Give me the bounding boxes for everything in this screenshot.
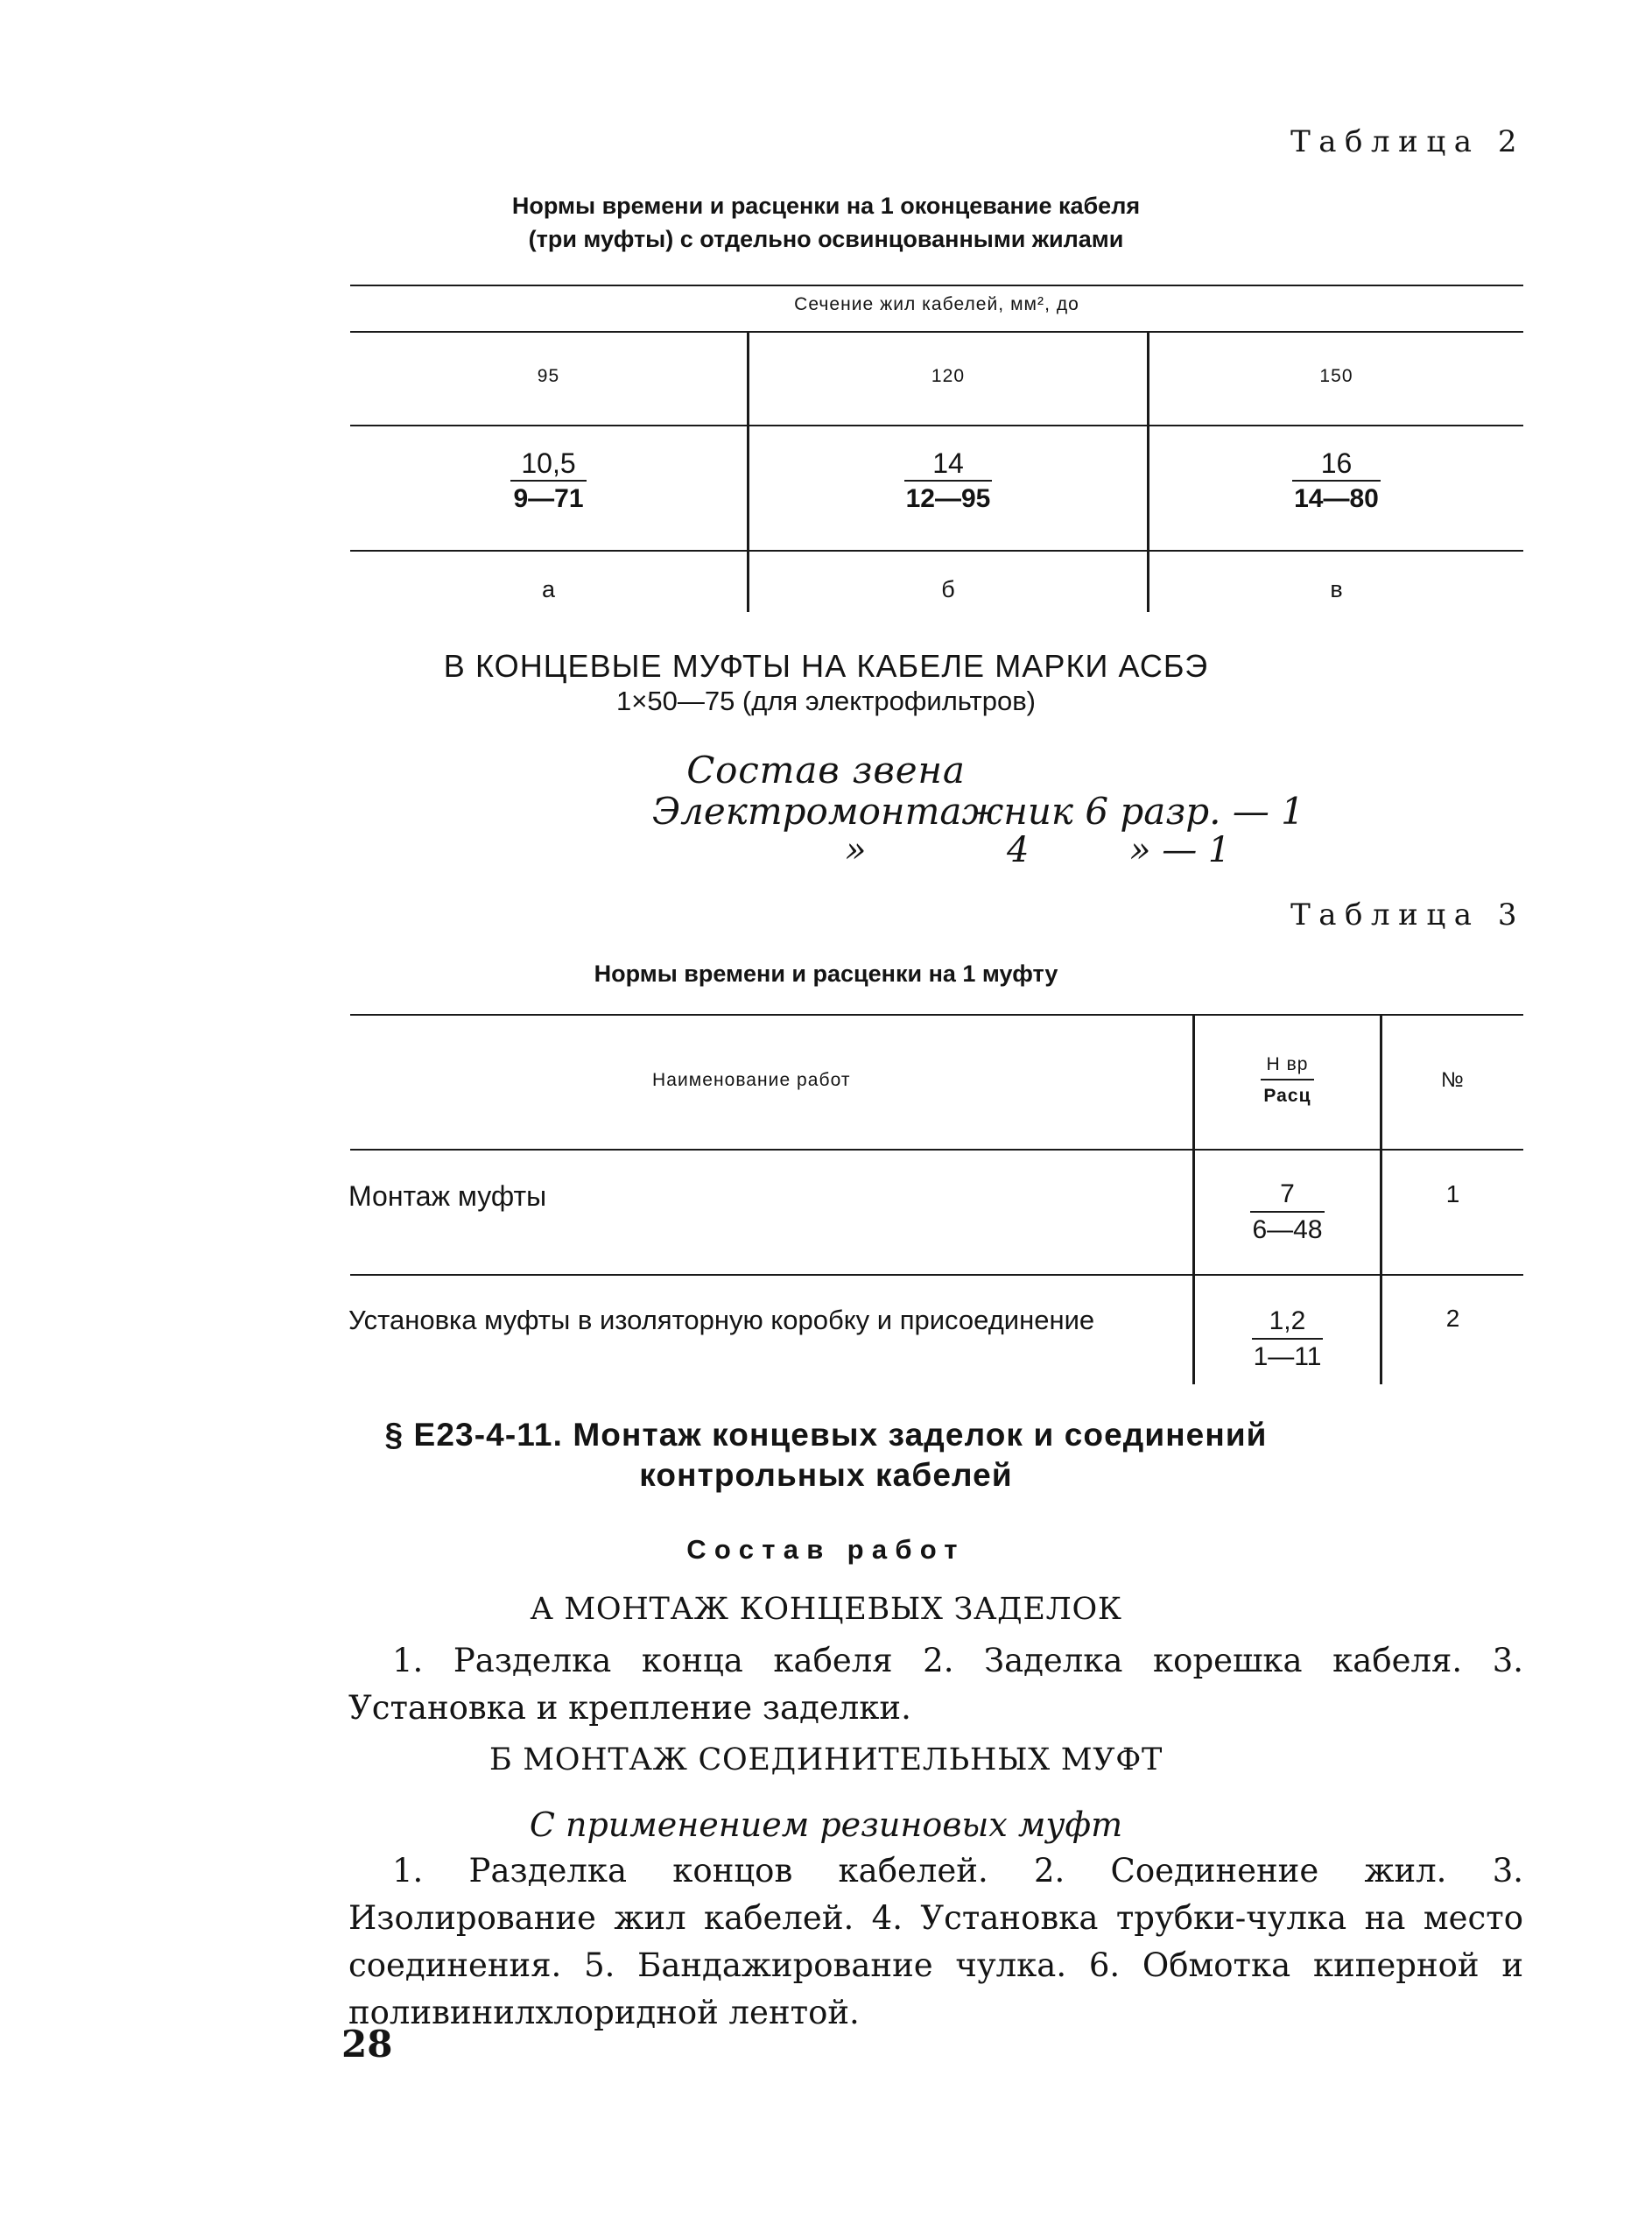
table2-caption-line1: Нормы времени и расценки на 1 оконцевание кабеля <box>511 193 1141 219</box>
table3-row2-name: Установка муфты в изоляторную коробку и присоединение <box>348 1305 1095 1335</box>
crew-line-1: Электромонтажник 6 разр. — 1 <box>652 790 1304 833</box>
table3-col-name-header: Наименование работ <box>652 1070 851 1090</box>
table3-row1-no: 1 <box>1445 1180 1460 1207</box>
price-value: 14—80 <box>1294 484 1379 513</box>
table3-row-rule <box>350 1274 1523 1276</box>
table3-caption: Нормы времени и расценки на 1 муфту <box>594 961 1058 987</box>
norm-header-bottom: Расц <box>1263 1086 1311 1106</box>
table2-row-rule-2 <box>350 550 1523 552</box>
table2-top-rule <box>350 285 1523 286</box>
table3-col-norm-header <box>1195 1051 1380 1112</box>
section-heading-line2: контрольных кабелей <box>639 1457 1013 1493</box>
subsection-a-text: 1. Разделка конца кабеля 2. Заделка корешка кабеля. 3. Установка и крепление заделки. <box>348 1642 1523 1727</box>
table3-row1-name: Монтаж муфты <box>348 1180 547 1212</box>
norm-value: 10,5 <box>510 447 586 482</box>
table3-col-no-header: № <box>1441 1068 1465 1092</box>
norm-value: 14 <box>904 447 993 482</box>
section-heading-line1: § Е23-4-11. Монтаж концевых заделок и соединений <box>384 1417 1268 1453</box>
price-value: 9—71 <box>513 484 584 513</box>
crew-line-2-ditto: » <box>845 830 867 870</box>
norm-value: 1,2 <box>1252 1305 1324 1340</box>
subsection-b-italic: С применением резиновых муфт <box>529 1805 1123 1844</box>
work-composition-title: Состав работ <box>686 1534 966 1565</box>
table2-header: Сечение жил кабелей, мм², до <box>794 294 1079 314</box>
price-value: 1—11 <box>1253 1342 1322 1371</box>
norm-value: 16 <box>1292 447 1381 482</box>
table3-top-rule <box>350 1014 1523 1016</box>
table2-letter-a: а <box>541 576 556 602</box>
table2-value-b <box>749 447 1147 517</box>
subsection-b-text: 1. Разделка концов кабелей. 2. Соединение жил. 3. Изолирование жил кабелей. 4. Установка трубки-чулка на место соединения. 5. Бандажирование чулка. 6. Обмотка киперной и поливинилхлоридной лентой. <box>348 1852 1523 2031</box>
price-value: 12—95 <box>905 484 991 513</box>
table2-value-a <box>350 447 747 517</box>
table2-section-95: 95 <box>537 366 560 386</box>
norm-header-top: Н вр <box>1261 1051 1313 1080</box>
section-b-subtitle: 1×50—75 (для электрофильтров) <box>616 686 1036 716</box>
table2-label: Таблица 2 <box>1290 124 1525 159</box>
table2-letter-c: в <box>1330 576 1343 602</box>
table3-header-rule <box>350 1149 1523 1151</box>
price-value: 6—48 <box>1252 1215 1323 1244</box>
table3-row2-no: 2 <box>1445 1305 1460 1332</box>
table2-header-rule <box>350 331 1523 333</box>
table3-row1-value <box>1195 1178 1380 1248</box>
crew-line-2-grade: 4 <box>1007 830 1030 870</box>
section-b-title: В КОНЦЕВЫЕ МУФТЫ НА КАБЕЛЕ МАРКИ АСБЭ <box>443 648 1209 684</box>
table3-label: Таблица 3 <box>1290 897 1525 933</box>
table2-letter-b: б <box>941 576 955 602</box>
crew-title: Состав звена <box>686 749 966 792</box>
table2-section-150: 150 <box>1319 366 1353 386</box>
table2-section-120: 120 <box>931 366 966 386</box>
page-number: 28 <box>341 2023 393 2066</box>
table3-row2-value <box>1195 1305 1380 1375</box>
table2-row-rule-1 <box>350 425 1523 426</box>
subsection-a-title: А МОНТАЖ КОНЦЕВЫХ ЗАДЕЛОК <box>530 1592 1122 1627</box>
subsection-b-title: Б МОНТАЖ СОЕДИНИТЕЛЬНЫХ МУФТ <box>489 1742 1163 1777</box>
crew-line-2-count: » — 1 <box>1129 830 1231 870</box>
norm-value: 7 <box>1250 1178 1324 1213</box>
table2-caption-line2: (три муфты) с отдельно освинцованными жилами <box>528 226 1124 252</box>
table2-value-c <box>1149 447 1523 517</box>
